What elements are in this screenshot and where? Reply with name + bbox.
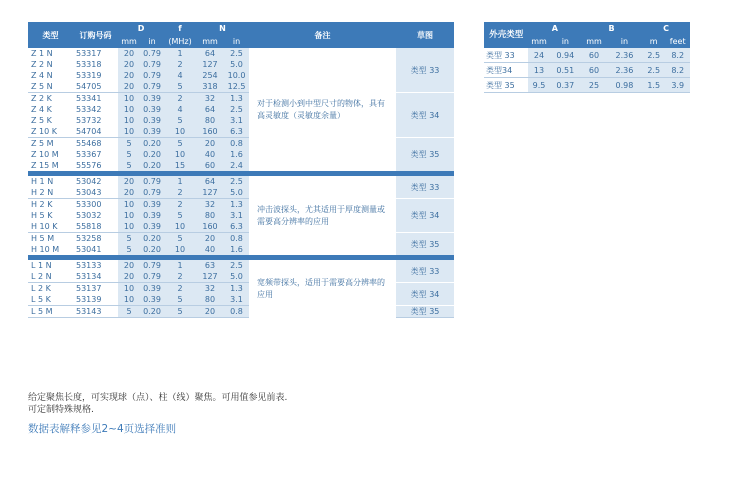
cell-type: Z 4 N <box>31 71 53 80</box>
cell-n-mm: 64 <box>196 104 224 115</box>
cell-n-mm: 318 <box>196 81 224 93</box>
cell-f-mhz: 10 <box>164 221 196 233</box>
header-d-mm: mm <box>118 35 140 48</box>
cell-d-in: 0.79 <box>140 176 164 187</box>
cell-f-mhz: 2 <box>164 271 196 283</box>
cell-d-in: 0.79 <box>140 260 164 271</box>
cell-n-mm: 80 <box>196 115 224 126</box>
cell-order-number: 53258 <box>73 233 118 245</box>
cell-type: Z 10 K <box>31 127 57 136</box>
cell-n-in: 3.1 <box>224 210 249 221</box>
cell-d-mm: 10 <box>118 210 140 221</box>
cell-n-mm: 254 <box>196 70 224 81</box>
cell-d-mm: 10 <box>118 283 140 295</box>
cell-order-number: 53134 <box>76 272 102 281</box>
cell-type: Z 4 K <box>31 105 52 114</box>
cell-d-in: 0.20 <box>140 160 164 171</box>
cell-b-in: 2.36 <box>607 48 642 63</box>
cell-f-mhz: 2 <box>164 93 196 105</box>
cell-n-mm: 160 <box>196 221 224 233</box>
cell-n-mm: 32 <box>196 93 224 105</box>
cell-order-number: 55468 <box>73 138 118 150</box>
cell-order-number: 53041 <box>76 245 102 254</box>
cell-d-in: 0.79 <box>140 187 164 199</box>
table-row <box>28 48 454 59</box>
cell-n-mm: 60 <box>196 160 224 171</box>
cell-order-number: 53318 <box>76 60 102 69</box>
cell-a-in: 0.94 <box>550 48 582 63</box>
cell-c-feet: 8.2 <box>665 48 690 63</box>
cell-b-mm: 60 <box>581 48 607 63</box>
cell-n-mm: 80 <box>196 294 224 306</box>
sketch-type-label: 类型 33 <box>396 176 454 199</box>
cell-type: L 5 M <box>28 306 73 318</box>
cell-c-m: 2.5 <box>642 48 665 63</box>
cell-d-in: 0.79 <box>140 48 164 59</box>
cell-d-mm: 10 <box>118 126 140 138</box>
cell-d-in: 0.79 <box>140 70 164 81</box>
sketch-type-label: 类型 35 <box>396 306 454 318</box>
cell-a-in: 0.37 <box>550 78 582 93</box>
footnote-focus: 给定聚焦长度，可实现球（点）、柱（线）聚焦。可用值参见前表. <box>28 393 288 403</box>
cell-a-mm: 24 <box>528 48 549 63</box>
cell-order-number: 54704 <box>76 127 102 136</box>
cell-b-mm: 60 <box>581 63 607 78</box>
cell-c-feet: 3.9 <box>665 78 690 93</box>
footnotes <box>28 392 287 416</box>
cell-f-mhz: 2 <box>164 283 196 295</box>
cell-n-mm: 63 <box>196 260 224 271</box>
cell-n-in: 2.5 <box>224 260 249 271</box>
cell-d-in: 0.39 <box>140 104 164 115</box>
cell-order-number: 55818 <box>76 222 102 231</box>
cell-housing: 类型 35 <box>484 78 528 93</box>
cell-order-number: 53732 <box>76 116 102 125</box>
cell-type: H 1 N <box>31 177 54 186</box>
cell-housing: 类型 33 <box>484 48 528 63</box>
header-f: f <box>164 22 196 35</box>
cell-b-in: 0.98 <box>607 78 642 93</box>
cell-order-number: 53319 <box>76 71 102 80</box>
header-a: A <box>528 22 581 35</box>
cell-a-mm: 9.5 <box>528 78 549 93</box>
cell-n-in: 1.6 <box>224 244 249 255</box>
cell-housing: 类型34 <box>484 63 528 78</box>
cell-d-in: 0.79 <box>140 59 164 70</box>
housing-dimension-table <box>484 22 690 93</box>
cell-n-in: 0.8 <box>224 138 249 150</box>
cell-n-mm: 160 <box>196 126 224 138</box>
cell-type: H 5 K <box>31 211 53 220</box>
header-a-in: in <box>550 35 582 48</box>
cell-d-mm: 20 <box>118 48 140 59</box>
cell-n-in: 2.5 <box>224 48 249 59</box>
table-row <box>484 63 690 78</box>
cell-n-mm: 64 <box>196 48 224 59</box>
cell-n-mm: 80 <box>196 210 224 221</box>
probe-spec-table <box>28 22 454 318</box>
header-f-mhz: (MHz) <box>164 35 196 48</box>
header-note: 备注 <box>249 22 396 48</box>
cell-d-mm: 10 <box>118 93 140 105</box>
cell-f-mhz: 4 <box>164 70 196 81</box>
header-b-in: in <box>607 35 642 48</box>
cell-a-in: 0.51 <box>550 63 582 78</box>
group-note: 对于检测小到中型尺寸的物体，具有高灵敏度（灵敏度余量） <box>257 98 386 120</box>
cell-c-m: 2.5 <box>642 63 665 78</box>
header-order-number: 订购号码 <box>73 22 118 48</box>
cell-type: Z 1 N <box>31 49 53 58</box>
cell-n-in: 6.3 <box>224 221 249 233</box>
cell-d-mm: 5 <box>118 138 140 150</box>
cell-d-mm: 5 <box>118 149 140 160</box>
sketch-type-label: 类型 34 <box>396 283 454 306</box>
sketch-type-label: 类型 34 <box>396 93 454 138</box>
cell-type: Z 5 M <box>28 138 73 150</box>
cell-d-in: 0.39 <box>140 115 164 126</box>
cell-n-in: 5.0 <box>224 187 249 199</box>
cell-n-mm: 40 <box>196 149 224 160</box>
probe-spec-body <box>28 48 454 318</box>
cell-n-in: 3.1 <box>224 115 249 126</box>
cell-type: H 10 M <box>31 245 60 254</box>
cell-f-mhz: 4 <box>164 104 196 115</box>
cell-n-in: 2.4 <box>224 160 249 171</box>
cell-type: L 1 N <box>31 261 52 270</box>
cell-f-mhz: 5 <box>164 294 196 306</box>
cell-n-in: 5.0 <box>224 59 249 70</box>
cell-n-mm: 64 <box>196 176 224 187</box>
cell-n-in: 6.3 <box>224 126 249 138</box>
cell-d-mm: 20 <box>118 59 140 70</box>
cell-f-mhz: 1 <box>164 176 196 187</box>
group-note: 冲击波探头，尤其适用于厚度测量或需要高分辨率的应用 <box>257 204 386 226</box>
cell-n-mm: 32 <box>196 199 224 211</box>
cell-d-mm: 20 <box>118 260 140 271</box>
cell-type: L 2 K <box>28 283 73 295</box>
cell-d-mm: 10 <box>118 104 140 115</box>
cell-f-mhz: 5 <box>164 306 196 318</box>
cell-n-in: 2.5 <box>224 176 249 187</box>
header-c: C <box>642 22 690 35</box>
cell-b-mm: 25 <box>581 78 607 93</box>
cell-n-in: 1.3 <box>224 199 249 211</box>
cell-f-mhz: 5 <box>164 138 196 150</box>
cell-d-in: 0.20 <box>140 244 164 255</box>
cell-d-mm: 5 <box>118 306 140 318</box>
cell-type: Z 5 N <box>31 82 53 91</box>
cell-f-mhz: 2 <box>164 199 196 211</box>
cell-order-number: 53341 <box>73 93 118 105</box>
cell-n-in: 5.0 <box>224 271 249 283</box>
header-n-mm: mm <box>196 35 224 48</box>
cell-f-mhz: 10 <box>164 244 196 255</box>
table-row <box>484 48 690 63</box>
cell-d-mm: 20 <box>118 81 140 93</box>
header-n-in: in <box>224 35 249 48</box>
header-c-feet: feet <box>665 35 690 48</box>
cell-d-mm: 5 <box>118 160 140 171</box>
cell-type: L 2 N <box>31 272 52 281</box>
cell-type: H 10 K <box>31 222 58 231</box>
cell-d-mm: 10 <box>118 221 140 233</box>
cell-n-mm: 20 <box>196 306 224 318</box>
cell-f-mhz: 5 <box>164 210 196 221</box>
cell-d-in: 0.20 <box>140 149 164 160</box>
header-n: N <box>196 22 249 35</box>
cell-n-in: 2.5 <box>224 104 249 115</box>
cell-d-mm: 10 <box>118 199 140 211</box>
cell-n-in: 1.6 <box>224 149 249 160</box>
cell-d-in: 0.39 <box>140 93 164 105</box>
cell-d-in: 0.39 <box>140 210 164 221</box>
cell-order-number: 53300 <box>73 199 118 211</box>
cell-d-mm: 5 <box>118 244 140 255</box>
cell-n-in: 0.8 <box>224 233 249 245</box>
cell-a-mm: 13 <box>528 63 549 78</box>
cell-d-in: 0.79 <box>140 81 164 93</box>
cell-n-mm: 40 <box>196 244 224 255</box>
cell-n-mm: 32 <box>196 283 224 295</box>
table-row <box>28 260 454 271</box>
sketch-type-label: 类型 33 <box>396 260 454 283</box>
cell-order-number: 53342 <box>76 105 102 114</box>
cell-f-mhz: 2 <box>164 187 196 199</box>
cell-n-in: 1.3 <box>224 283 249 295</box>
header-c-m: m <box>642 35 665 48</box>
cell-order-number: 53139 <box>76 295 102 304</box>
cell-type: Z 15 M <box>31 161 59 170</box>
cell-c-m: 1.5 <box>642 78 665 93</box>
header-a-mm: mm <box>528 35 549 48</box>
header-type: 类型 <box>28 22 73 48</box>
cell-f-mhz: 10 <box>164 149 196 160</box>
cell-type: H 2 N <box>31 188 54 197</box>
sketch-type-label: 类型 33 <box>396 48 454 93</box>
cell-f-mhz: 1 <box>164 48 196 59</box>
cell-n-mm: 127 <box>196 187 224 199</box>
cell-f-mhz: 10 <box>164 126 196 138</box>
cell-order-number: 53032 <box>76 211 102 220</box>
cell-type: Z 5 K <box>31 116 52 125</box>
cell-d-mm: 20 <box>118 271 140 283</box>
cell-c-feet: 8.2 <box>665 63 690 78</box>
table-row <box>484 78 690 93</box>
cell-n-mm: 127 <box>196 59 224 70</box>
cell-d-mm: 10 <box>118 115 140 126</box>
cell-order-number: 54705 <box>76 82 102 91</box>
cell-type: Z 2 K <box>28 93 73 105</box>
cell-d-in: 0.79 <box>140 271 164 283</box>
cell-order-number: 53042 <box>76 177 102 186</box>
cell-d-mm: 10 <box>118 294 140 306</box>
cell-order-number: 53043 <box>76 188 102 197</box>
cell-order-number: 53137 <box>73 283 118 295</box>
cell-f-mhz: 15 <box>164 160 196 171</box>
cell-type: H 2 K <box>28 199 73 211</box>
cell-n-in: 12.5 <box>224 81 249 93</box>
housing-dimension-body <box>484 48 690 93</box>
header-d: D <box>118 22 164 35</box>
cell-f-mhz: 2 <box>164 59 196 70</box>
cell-d-in: 0.20 <box>140 138 164 150</box>
cell-d-in: 0.39 <box>140 221 164 233</box>
cell-d-in: 0.39 <box>140 294 164 306</box>
cell-type: Z 2 N <box>31 60 53 69</box>
cell-f-mhz: 5 <box>164 81 196 93</box>
cell-type: H 5 M <box>28 233 73 245</box>
cell-d-in: 0.39 <box>140 126 164 138</box>
cell-n-in: 1.3 <box>224 93 249 105</box>
cell-n-in: 0.8 <box>224 306 249 318</box>
footnote-custom: 可定制特殊规格. <box>28 405 94 415</box>
header-sketch: 草图 <box>396 22 454 48</box>
cell-d-mm: 20 <box>118 70 140 81</box>
header-housing-type: 外壳类型 <box>484 22 528 48</box>
cell-type: L 5 K <box>31 295 51 304</box>
cell-d-in: 0.20 <box>140 233 164 245</box>
sketch-type-label: 类型 35 <box>396 233 454 256</box>
cell-d-in: 0.20 <box>140 306 164 318</box>
cell-d-in: 0.39 <box>140 199 164 211</box>
group-note: 宽频带探头，适用于需要高分辨率的应用 <box>257 277 386 299</box>
cell-f-mhz: 1 <box>164 260 196 271</box>
cell-n-mm: 20 <box>196 138 224 150</box>
cell-f-mhz: 5 <box>164 115 196 126</box>
cell-d-mm: 5 <box>118 233 140 245</box>
sketch-type-label: 类型 34 <box>396 199 454 233</box>
selection-criteria-link[interactable]: 数据表解释参见2~4页选择准则 <box>28 423 177 435</box>
header-d-in: in <box>140 35 164 48</box>
cell-order-number: 55576 <box>76 161 102 170</box>
cell-b-in: 2.36 <box>607 63 642 78</box>
cell-d-mm: 20 <box>118 176 140 187</box>
cell-n-in: 3.1 <box>224 294 249 306</box>
cell-order-number: 53317 <box>76 49 102 58</box>
sketch-type-label: 类型 35 <box>396 138 454 172</box>
cell-order-number: 53143 <box>73 306 118 318</box>
cell-n-in: 10.0 <box>224 70 249 81</box>
table-row <box>28 176 454 187</box>
header-b: B <box>581 22 642 35</box>
cell-f-mhz: 5 <box>164 233 196 245</box>
cell-type: Z 10 M <box>31 150 59 159</box>
cell-order-number: 53133 <box>76 261 102 270</box>
cell-d-in: 0.39 <box>140 283 164 295</box>
cell-n-mm: 127 <box>196 271 224 283</box>
cell-d-mm: 20 <box>118 187 140 199</box>
header-b-mm: mm <box>581 35 607 48</box>
cell-order-number: 53367 <box>76 150 102 159</box>
cell-n-mm: 20 <box>196 233 224 245</box>
